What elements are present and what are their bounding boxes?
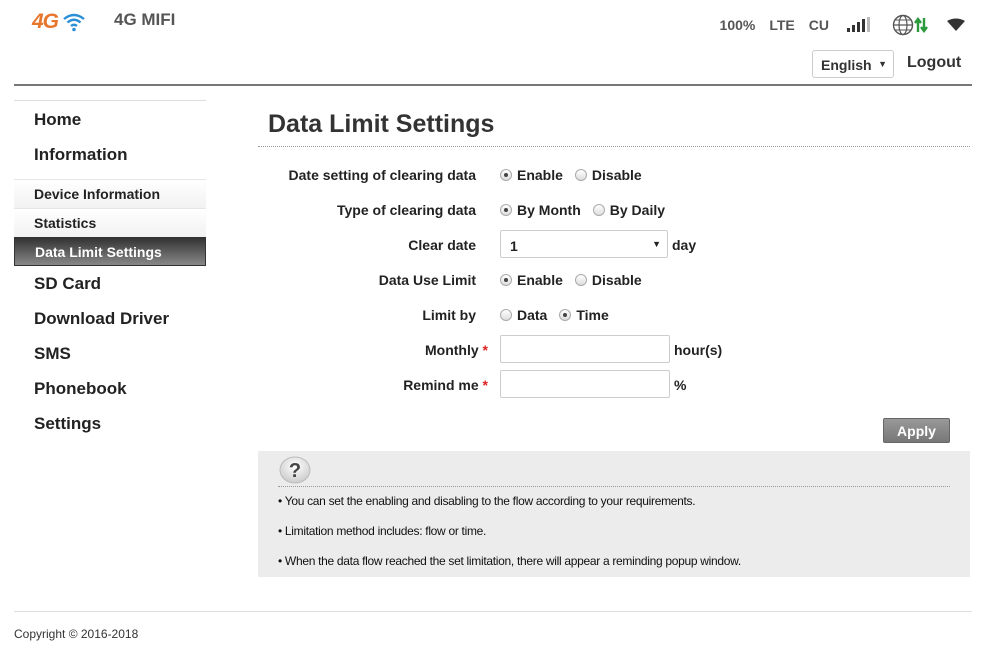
internet-status	[892, 14, 928, 36]
sidebar-item-statistics[interactable]: Statistics	[14, 208, 206, 237]
data-use-limit-label: Data Use Limit	[378, 272, 476, 288]
sidebar-item-device-information[interactable]: Device Information	[14, 179, 206, 208]
sidebar-item-download-driver[interactable]: Download Driver	[34, 309, 170, 328]
remind-me-row	[258, 374, 970, 396]
page-title: Data Limit Settings	[268, 110, 495, 138]
clearing-date-enable-radio[interactable]: Enable	[500, 167, 563, 183]
clear-date-row	[258, 234, 970, 256]
clear-date-select[interactable]	[500, 230, 668, 258]
wifi-status-icon	[946, 18, 966, 32]
signal-strength-icon	[847, 18, 870, 32]
language-value: English	[821, 57, 872, 73]
required-marker: *	[482, 377, 488, 393]
svg-text:?: ?	[288, 460, 302, 482]
sidebar-item-sd-card[interactable]: SD Card	[34, 274, 102, 293]
globe-icon	[892, 14, 914, 36]
clear-date-value: 1	[510, 238, 518, 254]
by-daily-radio[interactable]: By Daily	[593, 202, 665, 218]
language-select[interactable]	[812, 50, 894, 78]
monthly-label: Monthly *	[425, 342, 488, 358]
network-type: LTE	[769, 17, 795, 33]
carrier-name: CU	[808, 17, 829, 33]
sidebar-item-data-limit-settings[interactable]: Data Limit Settings	[14, 237, 206, 266]
clearing-date-row	[258, 164, 970, 186]
apply-button[interactable]: Apply	[883, 418, 950, 443]
copyright-text: Copyright © 2016-2018	[14, 627, 139, 641]
clear-date-unit: day	[672, 237, 697, 253]
help-text-1: • You can set the enabling and disabling to the flow according to your requirements.	[278, 494, 696, 508]
footer-divider	[14, 611, 972, 612]
sidebar-item-information[interactable]: Information	[34, 145, 128, 164]
help-panel	[258, 451, 970, 577]
data-transfer-icon	[914, 16, 928, 34]
monthly-unit: hour(s)	[674, 342, 723, 358]
clear-date-label: Clear date	[408, 237, 476, 253]
clearing-date-disable-radio[interactable]: Disable	[575, 167, 642, 183]
help-divider	[278, 486, 950, 487]
data-use-limit-row	[258, 269, 970, 291]
data-use-limit-disable-radio[interactable]: Disable	[575, 272, 642, 288]
battery-level: 100%	[719, 17, 756, 33]
help-text-2: • Limitation method includes: flow or time.	[278, 524, 487, 538]
data-use-limit-enable-radio[interactable]: Enable	[500, 272, 563, 288]
sidebar-item-sms[interactable]: SMS	[34, 344, 71, 363]
chevron-down-icon: ▼	[652, 239, 661, 249]
sidebar	[14, 100, 206, 449]
brand-logo	[32, 10, 86, 34]
remind-me-label: Remind me *	[403, 377, 488, 393]
help-question-icon	[278, 455, 312, 485]
limit-by-label: Limit by	[422, 307, 476, 323]
app-title: 4G MIFI	[114, 10, 176, 29]
remind-me-unit: %	[674, 377, 687, 393]
sidebar-item-home[interactable]: Home	[34, 110, 82, 129]
remind-me-input[interactable]	[500, 370, 670, 398]
sidebar-item-settings[interactable]: Settings	[34, 414, 102, 433]
logo-4g-text: 4G	[32, 10, 59, 33]
clearing-date-label: Date setting of clearing data	[288, 167, 476, 183]
monthly-input[interactable]	[500, 335, 670, 363]
wifi-icon	[62, 12, 86, 32]
limit-by-data-radio[interactable]: Data	[500, 307, 547, 323]
clearing-type-label: Type of clearing data	[337, 202, 476, 218]
chevron-down-icon: ▼	[878, 59, 887, 69]
limit-by-time-radio[interactable]: Time	[559, 307, 608, 323]
title-divider	[258, 146, 970, 147]
required-marker: *	[482, 342, 488, 358]
sidebar-item-phonebook[interactable]: Phonebook	[34, 379, 127, 398]
sidebar-divider	[14, 100, 206, 101]
logout-link[interactable]: Logout	[907, 54, 962, 71]
header-divider	[14, 84, 972, 86]
help-text-3: • When the data flow reached the set limitation, there will appear a reminding popup window.	[278, 554, 741, 568]
by-month-radio[interactable]: By Month	[500, 202, 581, 218]
clearing-type-row	[258, 199, 970, 221]
status-bar	[720, 14, 966, 36]
monthly-row	[258, 339, 970, 361]
limit-by-row	[258, 304, 970, 326]
